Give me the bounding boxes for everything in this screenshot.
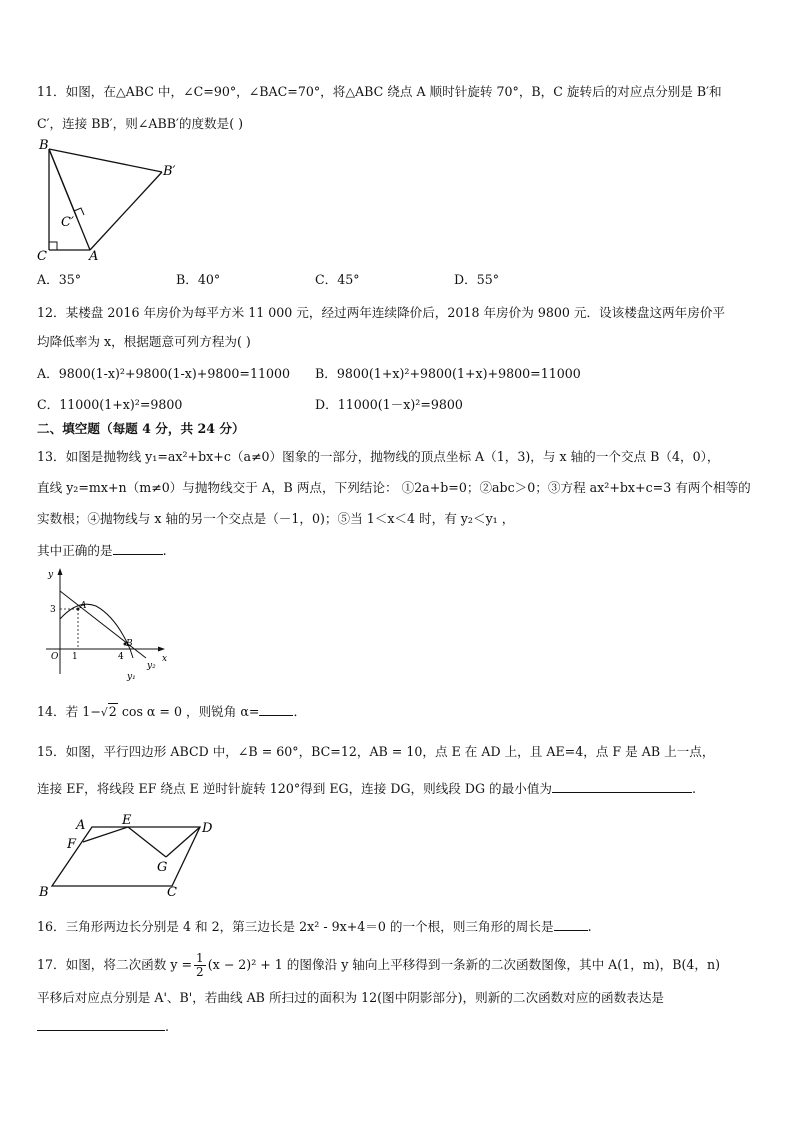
q14-mid: cos α = 0 ，则锐角 α= <box>117 704 260 719</box>
q13-answer-blank[interactable] <box>113 542 163 555</box>
q13-prompt: 其中正确的是 <box>37 543 113 558</box>
q11-option-a: A．35° <box>37 272 82 287</box>
q15-answer-blank[interactable] <box>552 780 692 793</box>
q16-end: . <box>587 919 592 934</box>
q17-fraction-denominator: 2 <box>196 965 204 979</box>
q14-end: ． <box>293 704 307 719</box>
q16-answer-blank[interactable] <box>554 918 588 931</box>
q13-axis-x: x <box>162 654 168 664</box>
q13-point-B: B <box>126 639 133 649</box>
q16-line <box>37 918 592 935</box>
q17-line1 <box>37 951 720 979</box>
q13-tick-1: 1 <box>72 652 78 662</box>
q13-line1: 13．如图是抛物线 y₁=ax²+bx+c（a≠0）图象的一部分，抛物线的顶点坐标 A（1，3)，与 x 轴的一个交点 B（4，0）， <box>37 449 720 464</box>
q15-line1: 15．如图，平行四边形 ABCD 中，∠B = 60°，BC=12，AB = 10，点 E 在 AD 上，且 AE=4，点 F 是 AB 上一点， <box>37 744 715 759</box>
q11-label-B-prime: B′ <box>163 164 176 179</box>
q17-end: . <box>165 1019 170 1034</box>
q13-label-y2: y₂ <box>147 661 156 671</box>
q13-line4 <box>37 542 167 559</box>
q15-label-A: A <box>76 818 86 833</box>
q11-label-C-prime: C′ <box>61 215 74 230</box>
q12-option-b: B．9800(1+x)²+9800(1+x)+9800=11000 <box>315 366 581 381</box>
q13-line3: 实数根；④抛物线与 x 轴的另一个交点是（－1，0)；⑤当 1＜x＜4 时，有 y₂＜y₁ ， <box>37 511 515 526</box>
q13-tick-3: 3 <box>50 605 56 615</box>
q12-line2: 均降低率为 x，根据题意可列方程为( ) <box>37 334 251 349</box>
q11-option-b: B．40° <box>176 272 221 287</box>
q15-line2 <box>37 780 696 797</box>
q15-label-D: D <box>202 821 213 836</box>
q17-line3 <box>37 1018 169 1035</box>
q11-option-c: C．45° <box>315 272 360 287</box>
q14-pre: 14．若 1− <box>37 704 101 719</box>
q11-option-d: D．55° <box>454 272 500 287</box>
q13-line2: 直线 y₂=mx+n（m≠0）与抛物线交于 A，B 两点，下列结论： ①2a+b=0；②abc＞0；③方程 ax²+bx+c=3 有两个相等的 <box>37 480 751 495</box>
q11-figure <box>34 136 184 262</box>
q15-label-G: G <box>157 860 168 875</box>
q17-line2: 平移后对应点分别是 A'、B'，若曲线 AB 所扫过的面积为 12(图中阴影部分)，则新的二次函数对应的函数表达是 <box>37 990 665 1005</box>
q13-label-y1: y₁ <box>127 672 136 682</box>
q13-axis-y: y <box>48 570 54 580</box>
section-fill-in-title: 二、填空题（每题 4 分，共 24 分） <box>37 421 245 436</box>
q12-option-c: C．11000(1+x)²=9800 <box>37 397 183 412</box>
q11-line1: 11．如图，在△ABC 中，∠C=90°，∠BAC=70°，将△ABC 绕点 A 顺时针旋转 70°，B，C 旋转后的对应点分别是 B′和 <box>37 84 722 99</box>
q16-prompt: 16．三角形两边长分别是 4 和 2，第三边长是 2x² - 9x+4＝0 的一个根，则三角形的周长是 <box>37 919 554 934</box>
q15-end: . <box>692 781 697 796</box>
q11-label-C: C <box>37 249 47 262</box>
q13-tick-4: 4 <box>118 652 124 662</box>
q12-option-a: A．9800(1-x)²+9800(1-x)+9800=11000 <box>37 366 291 381</box>
q15-label-C: C <box>167 885 177 898</box>
q15-figure <box>36 810 226 898</box>
q17-fraction-numerator: 1 <box>196 951 204 965</box>
q13-point-A: A <box>80 601 87 611</box>
q15-label-F: F <box>67 837 77 852</box>
q14-radicand: 2 <box>108 704 117 719</box>
q11-line2: C′，连接 BB′，则∠ABB′的度数是( ) <box>37 116 244 131</box>
q12-option-d: D．11000(1－x)²=9800 <box>315 397 463 412</box>
q14-answer-blank[interactable] <box>259 703 293 716</box>
q11-label-A: A <box>89 249 99 262</box>
q12-line1: 12．某楼盘 2016 年房价为每平方米 11 000 元，经过两年连续降价后，2018 年房价为 9800 元．设该楼盘这两年房价平 <box>37 305 726 320</box>
q15-label-B: B <box>39 885 49 898</box>
q14-line: 14．若 1−√2 cos α = 0 ，则锐角 α= ． <box>37 704 307 719</box>
q17-answer-blank[interactable] <box>37 1018 165 1031</box>
q11-label-B: B <box>39 138 49 153</box>
q17-pre: 17．如图，将二次函数 y = <box>37 957 193 972</box>
q13-graph <box>38 566 168 684</box>
q15-label-E: E <box>122 813 132 828</box>
q13-end: . <box>162 543 167 558</box>
q13-origin: O <box>51 652 59 662</box>
q17-fraction <box>194 952 206 979</box>
q17-post: (x − 2)² + 1 的图像沿 y 轴向上平移得到一条新的二次函数图像，其中 A(1，m)，B(4，n) <box>207 957 721 972</box>
q15-prompt: 连接 EF，将线段 EF 绕点 E 逆时针旋转 120°得到 EG，连接 DG，则线段 DG 的最小值为 <box>37 781 553 796</box>
